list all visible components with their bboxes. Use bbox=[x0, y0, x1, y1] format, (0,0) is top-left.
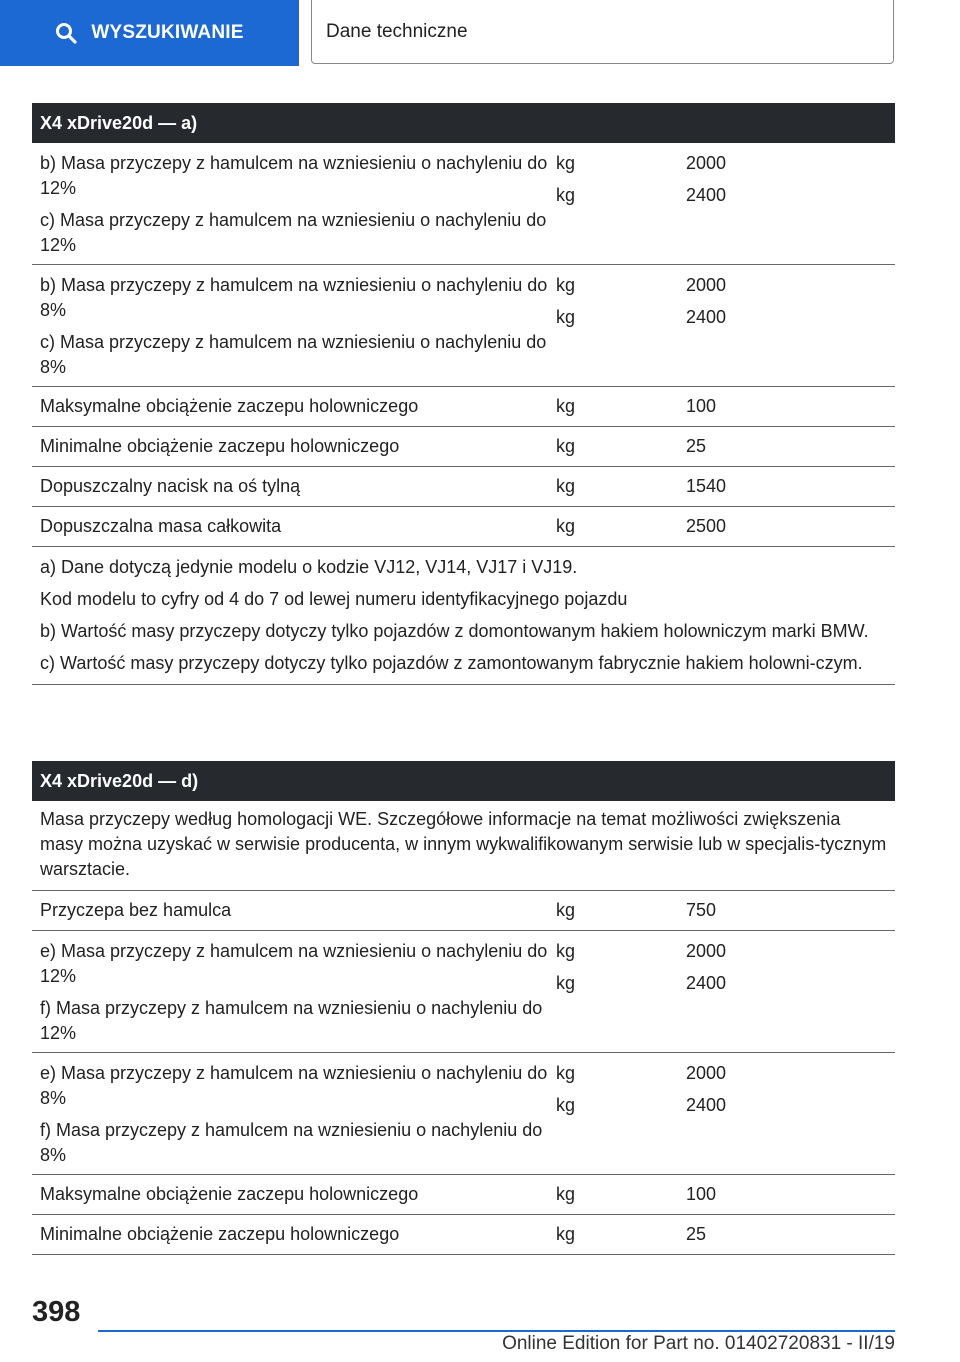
row-label: Minimalne obciążenie zaczepu holowniczego bbox=[40, 1224, 400, 1244]
footnotes bbox=[32, 547, 895, 685]
table-row bbox=[32, 1175, 895, 1215]
table-intro: Masa przyczepy według homologacji WE. Szczegółowe informacje na temat możliwości zwiększenia masy można uzyskać w serwisie producenta, w innym wykwalifikowanym serwisie lub w specjalis‐tycznym warsztacie. bbox=[32, 801, 895, 891]
row-value: 1540 bbox=[686, 476, 727, 496]
row-value: 2000 bbox=[686, 941, 727, 961]
row-value: 750 bbox=[686, 900, 717, 920]
table-row bbox=[32, 1215, 895, 1255]
table-header: X4 xDrive20d — a) bbox=[32, 103, 895, 143]
table-row bbox=[32, 427, 895, 467]
row-label: Przyczepa bez hamulca bbox=[40, 900, 232, 920]
section-title-text: Dane techniczne bbox=[326, 20, 468, 42]
edition-info: Online Edition for Part no. 01402720831 - II/19 bbox=[502, 1333, 895, 1354]
row-label: f) Masa przyczepy z hamulcem na wzniesieniu o nachyleniu do 8% bbox=[40, 1120, 543, 1165]
row-value: 2400 bbox=[686, 185, 727, 205]
row-value: 2500 bbox=[686, 516, 727, 536]
table-header: X4 xDrive20d — d) bbox=[32, 761, 895, 801]
row-unit: kg bbox=[556, 396, 576, 416]
row-unit: kg bbox=[556, 476, 576, 496]
row-unit: kg bbox=[556, 436, 576, 456]
row-value: 100 bbox=[686, 1184, 717, 1204]
footer-divider bbox=[98, 1330, 895, 1332]
row-value: 2400 bbox=[686, 973, 727, 993]
row-unit: kg bbox=[556, 1224, 576, 1244]
row-value: 100 bbox=[686, 396, 717, 416]
row-label: Maksymalne obciążenie zaczepu holowniczego bbox=[40, 396, 419, 416]
row-label: b) Masa przyczepy z hamulcem na wzniesieniu o nachyleniu do 12% bbox=[40, 153, 548, 198]
row-label: Minimalne obciążenie zaczepu holowniczego bbox=[40, 436, 400, 456]
row-value: 2000 bbox=[686, 1063, 727, 1083]
spec-table-2 bbox=[32, 761, 895, 1255]
footnote: a) Dane dotyczą jedynie modelu o kodzie VJ12, VJ14, VJ17 i VJ19. bbox=[40, 557, 578, 577]
row-unit: kg bbox=[556, 275, 576, 295]
row-value: 2000 bbox=[686, 153, 727, 173]
row-unit: kg bbox=[556, 153, 576, 173]
row-label: Dopuszczalna masa całkowita bbox=[40, 516, 282, 536]
row-value: 2400 bbox=[686, 307, 727, 327]
table-row bbox=[32, 1053, 895, 1175]
row-label: e) Masa przyczepy z hamulcem na wzniesieniu o nachyleniu do 12% bbox=[40, 941, 548, 986]
row-label: e) Masa przyczepy z hamulcem na wzniesieniu o nachyleniu do 8% bbox=[40, 1063, 548, 1108]
footnote: Kod modelu to cyfry od 4 do 7 od lewej numeru identyfikacyjnego pojazdu bbox=[40, 589, 628, 609]
row-unit: kg bbox=[556, 185, 576, 205]
row-label: Maksymalne obciążenie zaczepu holowniczego bbox=[40, 1184, 419, 1204]
row-unit: kg bbox=[556, 1095, 576, 1115]
page-number: 398 bbox=[32, 1296, 81, 1328]
row-unit: kg bbox=[556, 1184, 576, 1204]
row-unit: kg bbox=[556, 941, 576, 961]
table-row bbox=[32, 931, 895, 1053]
footnote: c) Wartość masy przyczepy dotyczy tylko pojazdów z zamontowanym fabrycznie hakiem holowni‐czym. bbox=[40, 653, 863, 673]
row-unit: kg bbox=[556, 307, 576, 327]
footnote: b) Wartość masy przyczepy dotyczy tylko pojazdów z domontowanym hakiem holowniczym marki BMW. bbox=[40, 621, 869, 641]
row-label: f) Masa przyczepy z hamulcem na wzniesieniu o nachyleniu do 12% bbox=[40, 998, 543, 1043]
row-value: 25 bbox=[686, 1224, 707, 1244]
section-title bbox=[311, 0, 894, 64]
row-label: Dopuszczalny nacisk na oś tylną bbox=[40, 476, 301, 496]
row-label: c) Masa przyczepy z hamulcem na wzniesieniu o nachyleniu do 12% bbox=[40, 210, 547, 255]
spec-table-1 bbox=[32, 103, 895, 685]
search-label: WYSZUKIWANIE bbox=[91, 22, 244, 43]
table-row bbox=[32, 143, 895, 265]
table-row bbox=[32, 265, 895, 387]
table-row bbox=[32, 387, 895, 427]
search-icon bbox=[55, 22, 77, 44]
table-row bbox=[32, 467, 895, 507]
row-unit: kg bbox=[556, 516, 576, 536]
table-row bbox=[32, 891, 895, 931]
row-value: 2000 bbox=[686, 275, 727, 295]
row-unit: kg bbox=[556, 900, 576, 920]
search-button[interactable] bbox=[0, 0, 299, 66]
row-unit: kg bbox=[556, 1063, 576, 1083]
row-value: 25 bbox=[686, 436, 707, 456]
table-row bbox=[32, 507, 895, 547]
row-value: 2400 bbox=[686, 1095, 727, 1115]
row-label: c) Masa przyczepy z hamulcem na wzniesieniu o nachyleniu do 8% bbox=[40, 332, 547, 377]
row-label: b) Masa przyczepy z hamulcem na wzniesieniu o nachyleniu do 8% bbox=[40, 275, 548, 320]
row-unit: kg bbox=[556, 973, 576, 993]
